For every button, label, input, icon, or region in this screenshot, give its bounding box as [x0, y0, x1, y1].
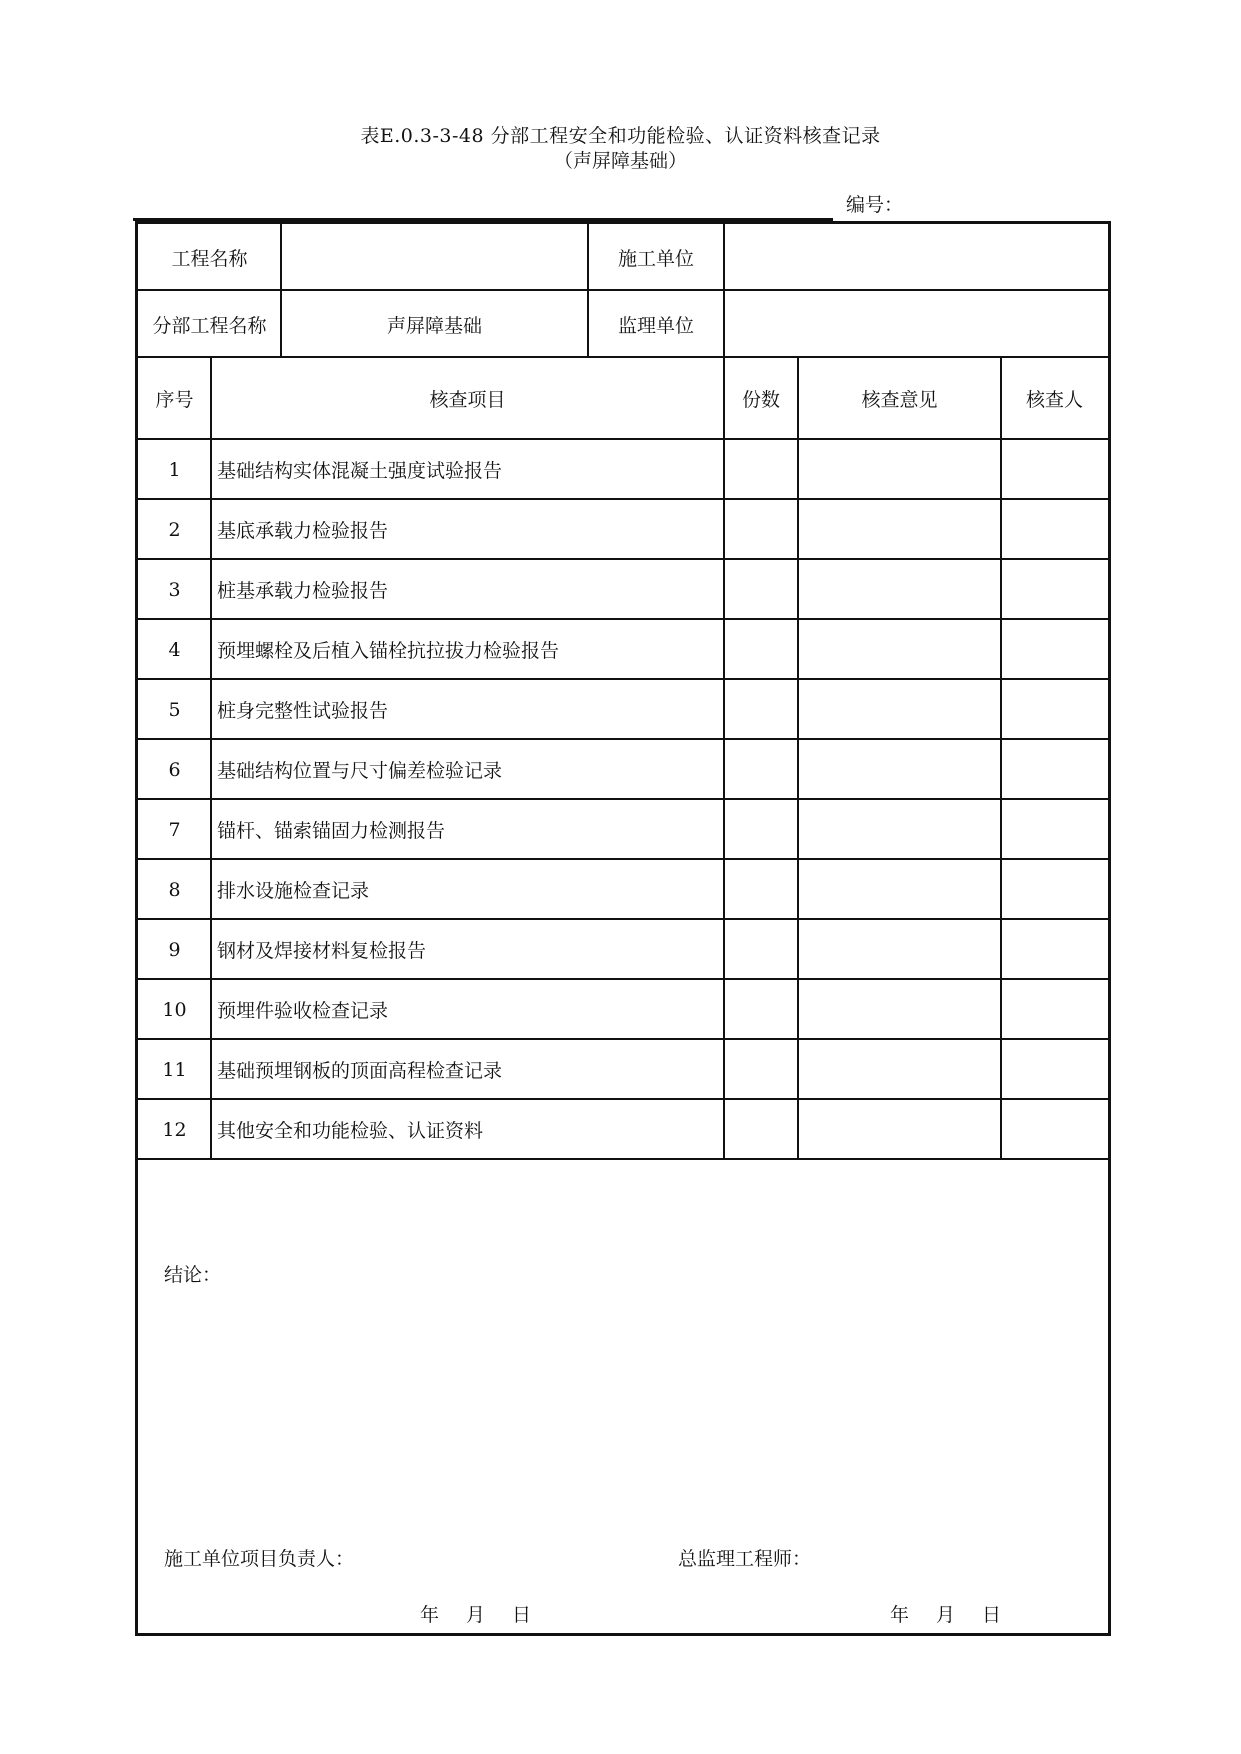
row-opinion[interactable] — [798, 680, 1001, 739]
row-checker[interactable] — [1001, 800, 1108, 859]
row-seq: 5 — [168, 698, 181, 721]
chief-supervisor-label: 总监理工程师： — [678, 1548, 812, 1570]
row-checker[interactable] — [1001, 980, 1108, 1039]
row-copies[interactable] — [724, 860, 798, 919]
row-seq: 3 — [168, 578, 181, 601]
date-year: 年 — [890, 1604, 910, 1626]
subdivision-label: 分部工程名称 — [152, 314, 267, 337]
construction-unit-value[interactable] — [724, 224, 1108, 290]
col-header-item: 核查项目 — [429, 389, 506, 411]
row-item: 桩基承载力检验报告 — [217, 580, 389, 602]
row-item: 预埋件验收检查记录 — [217, 1000, 389, 1022]
row-seq: 11 — [162, 1058, 187, 1081]
row-copies[interactable] — [724, 980, 798, 1039]
row-item: 排水设施检查记录 — [217, 880, 370, 902]
contractor-date — [420, 1600, 558, 1627]
construction-unit-label: 施工单位 — [617, 247, 694, 270]
col-header-opinion: 核查意见 — [861, 389, 938, 411]
row-opinion[interactable] — [798, 740, 1001, 799]
row-item: 桩身完整性试验报告 — [217, 700, 389, 722]
row-item: 基础结构实体混凝土强度试验报告 — [217, 460, 503, 482]
inspection-form — [135, 221, 1111, 1636]
row-seq: 12 — [162, 1118, 187, 1141]
row-checker[interactable] — [1001, 560, 1108, 619]
row-copies[interactable] — [724, 560, 798, 619]
row-checker[interactable] — [1001, 500, 1108, 559]
date-month: 月 — [936, 1604, 956, 1626]
row-item: 预埋螺栓及后植入锚栓抗拉拔力检验报告 — [217, 640, 560, 662]
row-copies[interactable] — [724, 680, 798, 739]
row-opinion[interactable] — [798, 500, 1001, 559]
row-opinion[interactable] — [798, 620, 1001, 679]
row-seq: 6 — [168, 758, 181, 781]
row-opinion[interactable] — [798, 800, 1001, 859]
project-name-label: 工程名称 — [171, 247, 248, 270]
supervisor-date — [890, 1600, 1028, 1627]
row-seq: 10 — [162, 998, 187, 1021]
row-item: 基底承载力检验报告 — [217, 520, 389, 542]
row-checker[interactable] — [1001, 680, 1108, 739]
row-item: 基础结构位置与尺寸偏差检验记录 — [217, 760, 503, 782]
row-seq: 7 — [168, 818, 181, 841]
row-opinion[interactable] — [798, 1040, 1001, 1099]
row-checker[interactable] — [1001, 860, 1108, 919]
row-item: 基础预埋钢板的顶面高程检查记录 — [217, 1060, 503, 1082]
col-header-copies: 份数 — [741, 389, 780, 411]
row-copies[interactable] — [724, 500, 798, 559]
row-opinion[interactable] — [798, 560, 1001, 619]
row-copies[interactable] — [724, 1100, 798, 1159]
row-checker[interactable] — [1001, 920, 1108, 979]
row-checker[interactable] — [1001, 1040, 1108, 1099]
date-year: 年 — [420, 1604, 440, 1626]
row-copies[interactable] — [724, 620, 798, 679]
row-copies[interactable] — [724, 740, 798, 799]
number-label: 编号： — [846, 194, 904, 216]
row-seq: 1 — [168, 458, 181, 481]
supervision-unit-label: 监理单位 — [617, 314, 694, 337]
supervision-unit-value[interactable] — [724, 291, 1108, 357]
conclusion-label: 结论： — [164, 1264, 222, 1286]
subdivision-value[interactable]: 声屏障基础 — [386, 314, 482, 337]
row-checker[interactable] — [1001, 740, 1108, 799]
row-checker[interactable] — [1001, 1100, 1108, 1159]
row-item: 其他安全和功能检验、认证资料 — [217, 1120, 484, 1142]
row-checker[interactable] — [1001, 440, 1108, 499]
row-opinion[interactable] — [798, 980, 1001, 1039]
row-seq: 2 — [168, 518, 181, 541]
row-checker[interactable] — [1001, 620, 1108, 679]
row-opinion[interactable] — [798, 860, 1001, 919]
row-seq: 4 — [168, 638, 181, 661]
document-subtitle: （声屏障基础） — [553, 150, 687, 172]
document-title: 表E.0.3-3-48 分部工程安全和功能检验、认证资料核查记录 — [360, 125, 881, 147]
row-copies[interactable] — [724, 920, 798, 979]
row-copies[interactable] — [724, 440, 798, 499]
date-day: 日 — [982, 1604, 1002, 1626]
row-item: 锚杆、锚索锚固力检测报告 — [217, 820, 446, 842]
row-copies[interactable] — [724, 1040, 798, 1099]
row-opinion[interactable] — [798, 440, 1001, 499]
date-day: 日 — [512, 1604, 532, 1626]
date-month: 月 — [466, 1604, 486, 1626]
row-seq: 9 — [168, 938, 181, 961]
row-item: 钢材及焊接材料复检报告 — [217, 940, 427, 962]
row-seq: 8 — [168, 878, 181, 901]
col-header-checker: 核查人 — [1025, 389, 1083, 411]
row-opinion[interactable] — [798, 920, 1001, 979]
row-opinion[interactable] — [798, 1100, 1001, 1159]
contractor-signer-label: 施工单位项目负责人： — [164, 1548, 355, 1570]
project-name-value[interactable] — [281, 224, 588, 290]
row-copies[interactable] — [724, 800, 798, 859]
col-header-seq: 序号 — [155, 389, 194, 411]
